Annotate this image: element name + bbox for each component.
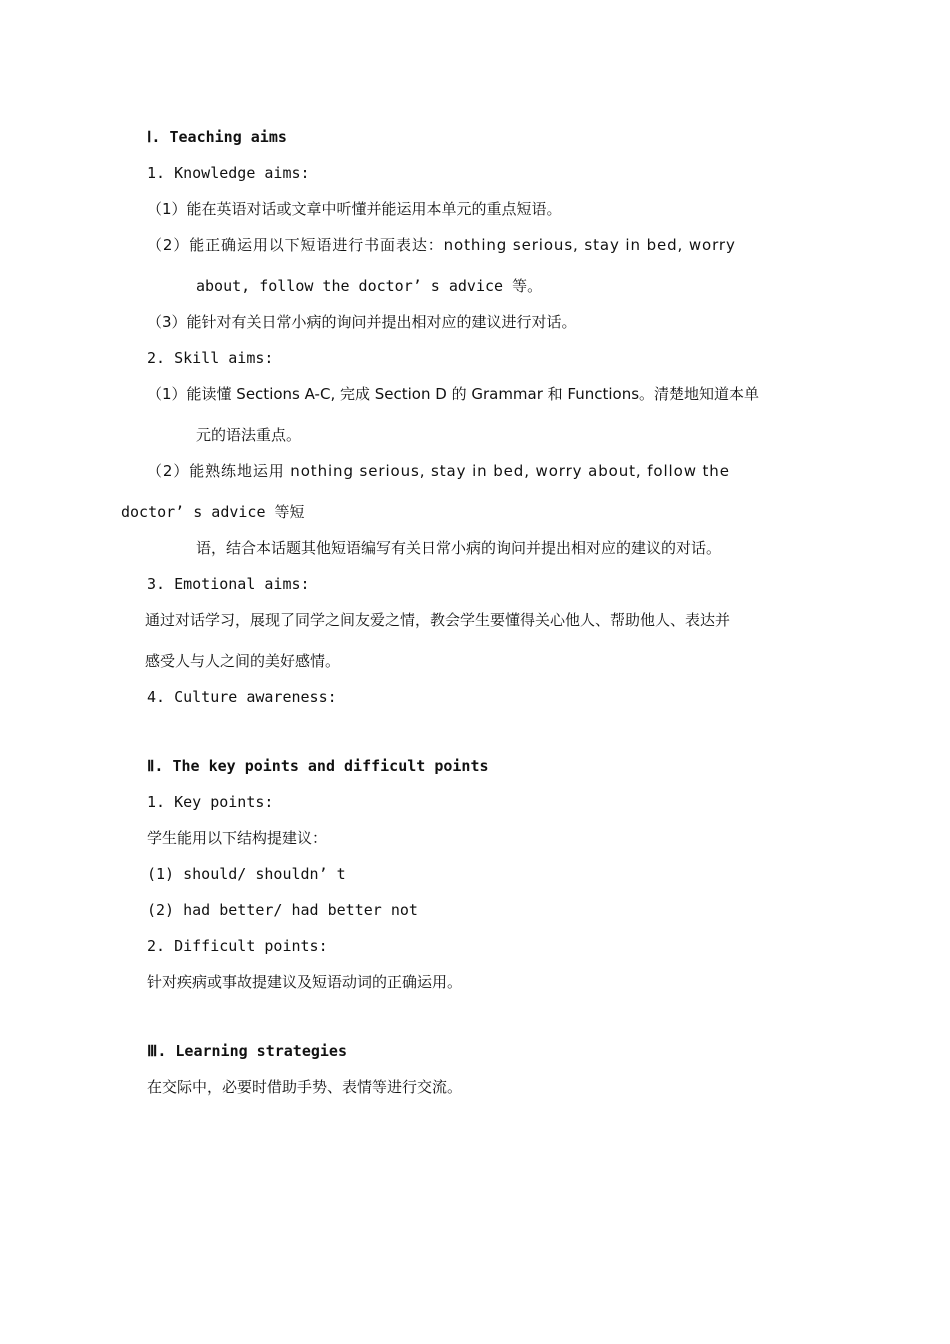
skill-aim-item-continuation: doctor’ s advice 等短 xyxy=(121,503,305,521)
knowledge-aims-title: 1. Knowledge aims: xyxy=(147,164,310,182)
section-heading-teaching-aims: Ⅰ. Teaching aims xyxy=(147,128,287,146)
learning-strategies-text: 在交际中，必要时借助手势、表情等进行交流。 xyxy=(147,1078,463,1096)
knowledge-aim-item-continuation: about, follow the doctor’ s advice 等。 xyxy=(196,277,543,295)
difficult-points-text: 针对疾病或事故提建议及短语动词的正确运用。 xyxy=(147,973,463,991)
key-points-intro: 学生能用以下结构提建议： xyxy=(147,829,328,847)
skill-aim-item: （1）能读懂 Sections A-C, 完成 Section D 的 Grammar 和 Functions。清楚地知道本单 xyxy=(147,385,760,403)
skill-aim-item-continuation: 语，结合本话题其他短语编写有关日常小病的询问并提出相对应的建议的对话。 xyxy=(196,539,722,557)
skill-aims-title: 2. Skill aims: xyxy=(147,349,274,367)
key-point-item: (2) had better/ had better not xyxy=(147,901,418,919)
key-point-item: (1) should/ shouldn’ t xyxy=(147,865,346,883)
knowledge-aim-item: （2）能正确运用以下短语进行书面表达：nothing serious, stay in bed, worry xyxy=(147,236,736,254)
skill-aim-item-continuation: 元的语法重点。 xyxy=(196,426,302,444)
emotional-aims-text: 通过对话学习，展现了同学之间友爱之情，教会学生要懂得关心他人、帮助他人、表达并 xyxy=(145,611,731,629)
section-heading-key-points: Ⅱ. The key points and difficult points xyxy=(147,757,489,775)
key-points-title: 1. Key points: xyxy=(147,793,274,811)
knowledge-aim-item: （1）能在英语对话或文章中听懂并能运用本单元的重点短语。 xyxy=(147,200,562,218)
knowledge-aim-item: （3）能针对有关日常小病的询问并提出相对应的建议进行对话。 xyxy=(147,313,577,331)
emotional-aims-title: 3. Emotional aims: xyxy=(147,575,310,593)
section-heading-learning-strategies: Ⅲ. Learning strategies xyxy=(147,1042,347,1060)
skill-aim-item: （2）能熟练地运用 nothing serious, stay in bed, worry about, follow the xyxy=(147,462,730,480)
culture-awareness-title: 4. Culture awareness: xyxy=(147,688,337,706)
difficult-points-title: 2. Difficult points: xyxy=(147,937,328,955)
emotional-aims-text: 感受人与人之间的美好感情。 xyxy=(145,652,341,670)
